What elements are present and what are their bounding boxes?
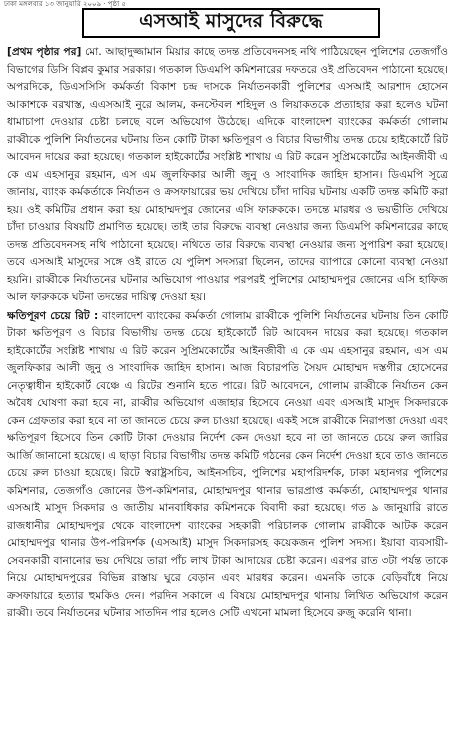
continuation-marker: [প্রথম পৃষ্ঠার পর]	[7, 46, 82, 58]
article-headline: এসআই মাসুদের বিরুদ্ধে	[82, 8, 380, 38]
page-header-strip: ঢাকা মঙ্গলবার ১৩ জানুয়ারি ২০০৯ · পৃষ্ঠা ৫	[4, 0, 126, 8]
paragraph-text: মো. আছাদুজ্জামান মিয়ার কাছে তদন্ত প্রতিবেদনসহ নথি পাঠিয়েছেন পুলিশের তেজগাঁও বিভাগের ডিসি বিপ্লব কুমার সরকার। গতকাল ডিএমপি কমিশনারের দফতরে ওই প্রতিবেদন পাঠানো হয়েছে। অপরদিকে, ডিএসসিসি কর্মকর্তা বিকাশ চন্দ্র দাসকে নির্যাতনকারী পুলিশের এসআই আরশাদ হোসেন আকাশকে বরখাস্ত, এএসআই নুরে আলম, কনস্টেবল শহিদুল ও লিয়াকতকে প্রত্যাহার করা হলেও ঘটনা ধামাচাপা দেওয়ার চেষ্টা চলছে বলে অভিযোগ উঠেছে। এদিকে বাংলাদেশ ব্যাংকের কর্মকর্তা গোলাম রাব্বীকে পুলিশি নির্যাতনের ঘটনায় তিন কোটি টাকা ক্ষতিপূরণ ও বিচার বিভাগীয় তদন্ত চেয়ে হাইকোর্টে রিট আবেদন দায়ের করা হয়েছে। গতকাল হাইকোর্টের সংশ্লিষ্ট শাখায় এ রিট করেন সুপ্রিমকোর্টের আইনজীবী এ কে এম এহসানুর রহমান, এস এম জুলফিকার আলী জুনু ও সাংবাদিক জাহিদ হাসান। ডিএমপি সূত্রে জানায়, ব্যাংক কর্মকর্তাকে নির্যাতন ও ক্রসফায়ারের ভয় দেখিয়ে চাঁদা দাবির ঘটনায় একটি তদন্ত কমিটি করা হয়। ওই কমিটির প্রধান করা হয় মোহাম্মদপুর জোনের এসি ফারুককে। তদন্তে মারধর ও ভয়ভীতি দেখিয়ে চাঁদা চাওয়ার বিষয়টি প্রমাণিত হয়েছে। তাই তার বিরুদ্ধে ব্যবস্থা নেওয়ার জন্য ডিএমপি কমিশনারের কাছে তদন্ত প্রতিবেদনসহ নথি পাঠানো হয়েছে। নথিতে তার বিরুদ্ধে ব্যবস্থা নেওয়ার জন্য সুপারিশ করা হয়েছে। তবে এসআই মাসুদের সঙ্গে ওই রাতে যে পুলিশ সদস্যরা ছিলেন, তাদের ব্যাপারে কোনো ব্যবস্থা নেওয়া হয়নি। রাব্বীকে নির্যাতনের ঘটনার অভিযোগ পাওয়ার পরপরই পুলিশের মোহাম্মদপুর জোনের এসি হাফিজ আল ফারুককে ঘটনা তদন্তের দায়িত্ব দেওয়া হয়।	[7, 46, 448, 303]
article-paragraph-1	[7, 44, 448, 307]
paragraph-text: বাংলাদেশ ব্যাংকের কর্মকর্তা গোলাম রাব্বীকে পুলিশি নির্যাতনের ঘটনায় তিন কোটি টাকা ক্ষতিপূরণ ও বিচার বিভাগীয় তদন্ত চেয়ে হাইকোর্টে রিট আবেদন দায়ের করা হয়েছে। গতকাল হাইকোর্টের সংশ্লিষ্ট শাখায় এ রিট করেন সুপ্রিমকোর্টের আইনজীবী এ কে এম এহসানুর রহমান, এস এম জুলফিকার আলী জুনু ও সাংবাদিক জাহিদ হাসান। আজ বিচারপতি সৈয়দ মোহাম্মদ দস্তগীর হোসেনের নেতৃত্বাধীন হাইকোর্ট বেঞ্চে এ রিটের শুনানি হতে পারে। রিট আবেদনে, গোলাম রাব্বীকে নির্যাতন কেন অবৈধ ঘোষণা করা হবে না, রাব্বীর অভিযোগ এজাহার হিসেবে নেওয়া এবং এসআই মাসুদ সিকদারকে কেন গ্রেফতার করা হবে না তা জানতে চেয়ে রুল চাওয়া হয়েছে। একই সঙ্গে রাব্বীকে নিরাপত্তা দেওয়া এবং ক্ষতিপূরণ হিসেবে তিন কোটি টাকা দেওয়ার নির্দেশ কেন দেওয়া হবে না তা জানতে চেয়ে রুল জারির আর্জি জানানো হয়েছে। এ ছাড়া বিচার বিভাগীয় তদন্ত কমিটি গঠনের কেন নির্দেশ দেওয়া হবে তাও জানতে চেয়ে রুল চাওয়া হয়েছে। রিটে স্বরাষ্ট্রসচিব, আইনসচিব, পুলিশের মহাপরিদর্শক, ঢাকা মহানগর পুলিশের কমিশনার, তেজগাঁও জোনের উপ-কমিশনার, মোহাম্মদপুর থানার ভারপ্রাপ্ত কর্মকর্তা, মোহাম্মদপুর থানার এসআই মাসুদ সিকদার ও জাতীয় মানবাধিকার কমিশনকে বিবাদী করা হয়েছে। গত ৯ জানুয়ারি রাতে রাজধানীর মোহাম্মদপুর থেকে বাংলাদেশ ব্যাংকের সহকারী পরিচালক গোলাম রাব্বীকে আটক করেন মোহাম্মদপুর থানার উপ-পরিদর্শক (এসআই) মাসুদ সিকদারসহ কয়েকজন পুলিশ সদস্য। ইয়াবা ব্যবসায়ী-সেবনকারী বানানোর ভয় দেখিয়ে তারা পাঁচ লাখ টাকা আদায়ের চেষ্টা করেন। এরপর রাত ৩টা পর্যন্ত তাকে নিয়ে মোহাম্মদপুরের বিভিন্ন রাস্তায় ঘুরে বেড়ান এবং মারধর করেন। এমনকি তাকে বেড়িবাঁধে নিয়ে ক্রসফায়ারে হত্যার হুমকিও দেন। পরদিন সকালে এ বিষয়ে মোহাম্মদপুর থানায় লিখিত অভিযোগ করেন রাব্বী। তবে নির্যাতনের ঘটনার সাতদিন পার হলেও সেটি এখনো মামলা হিসেবে রুজু করেনি থানা।	[7, 309, 448, 619]
article-paragraph-2	[7, 308, 448, 623]
subheading-writ: ক্ষতিপূরণ চেয়ে রিট :	[7, 309, 99, 322]
article-body	[7, 44, 448, 724]
